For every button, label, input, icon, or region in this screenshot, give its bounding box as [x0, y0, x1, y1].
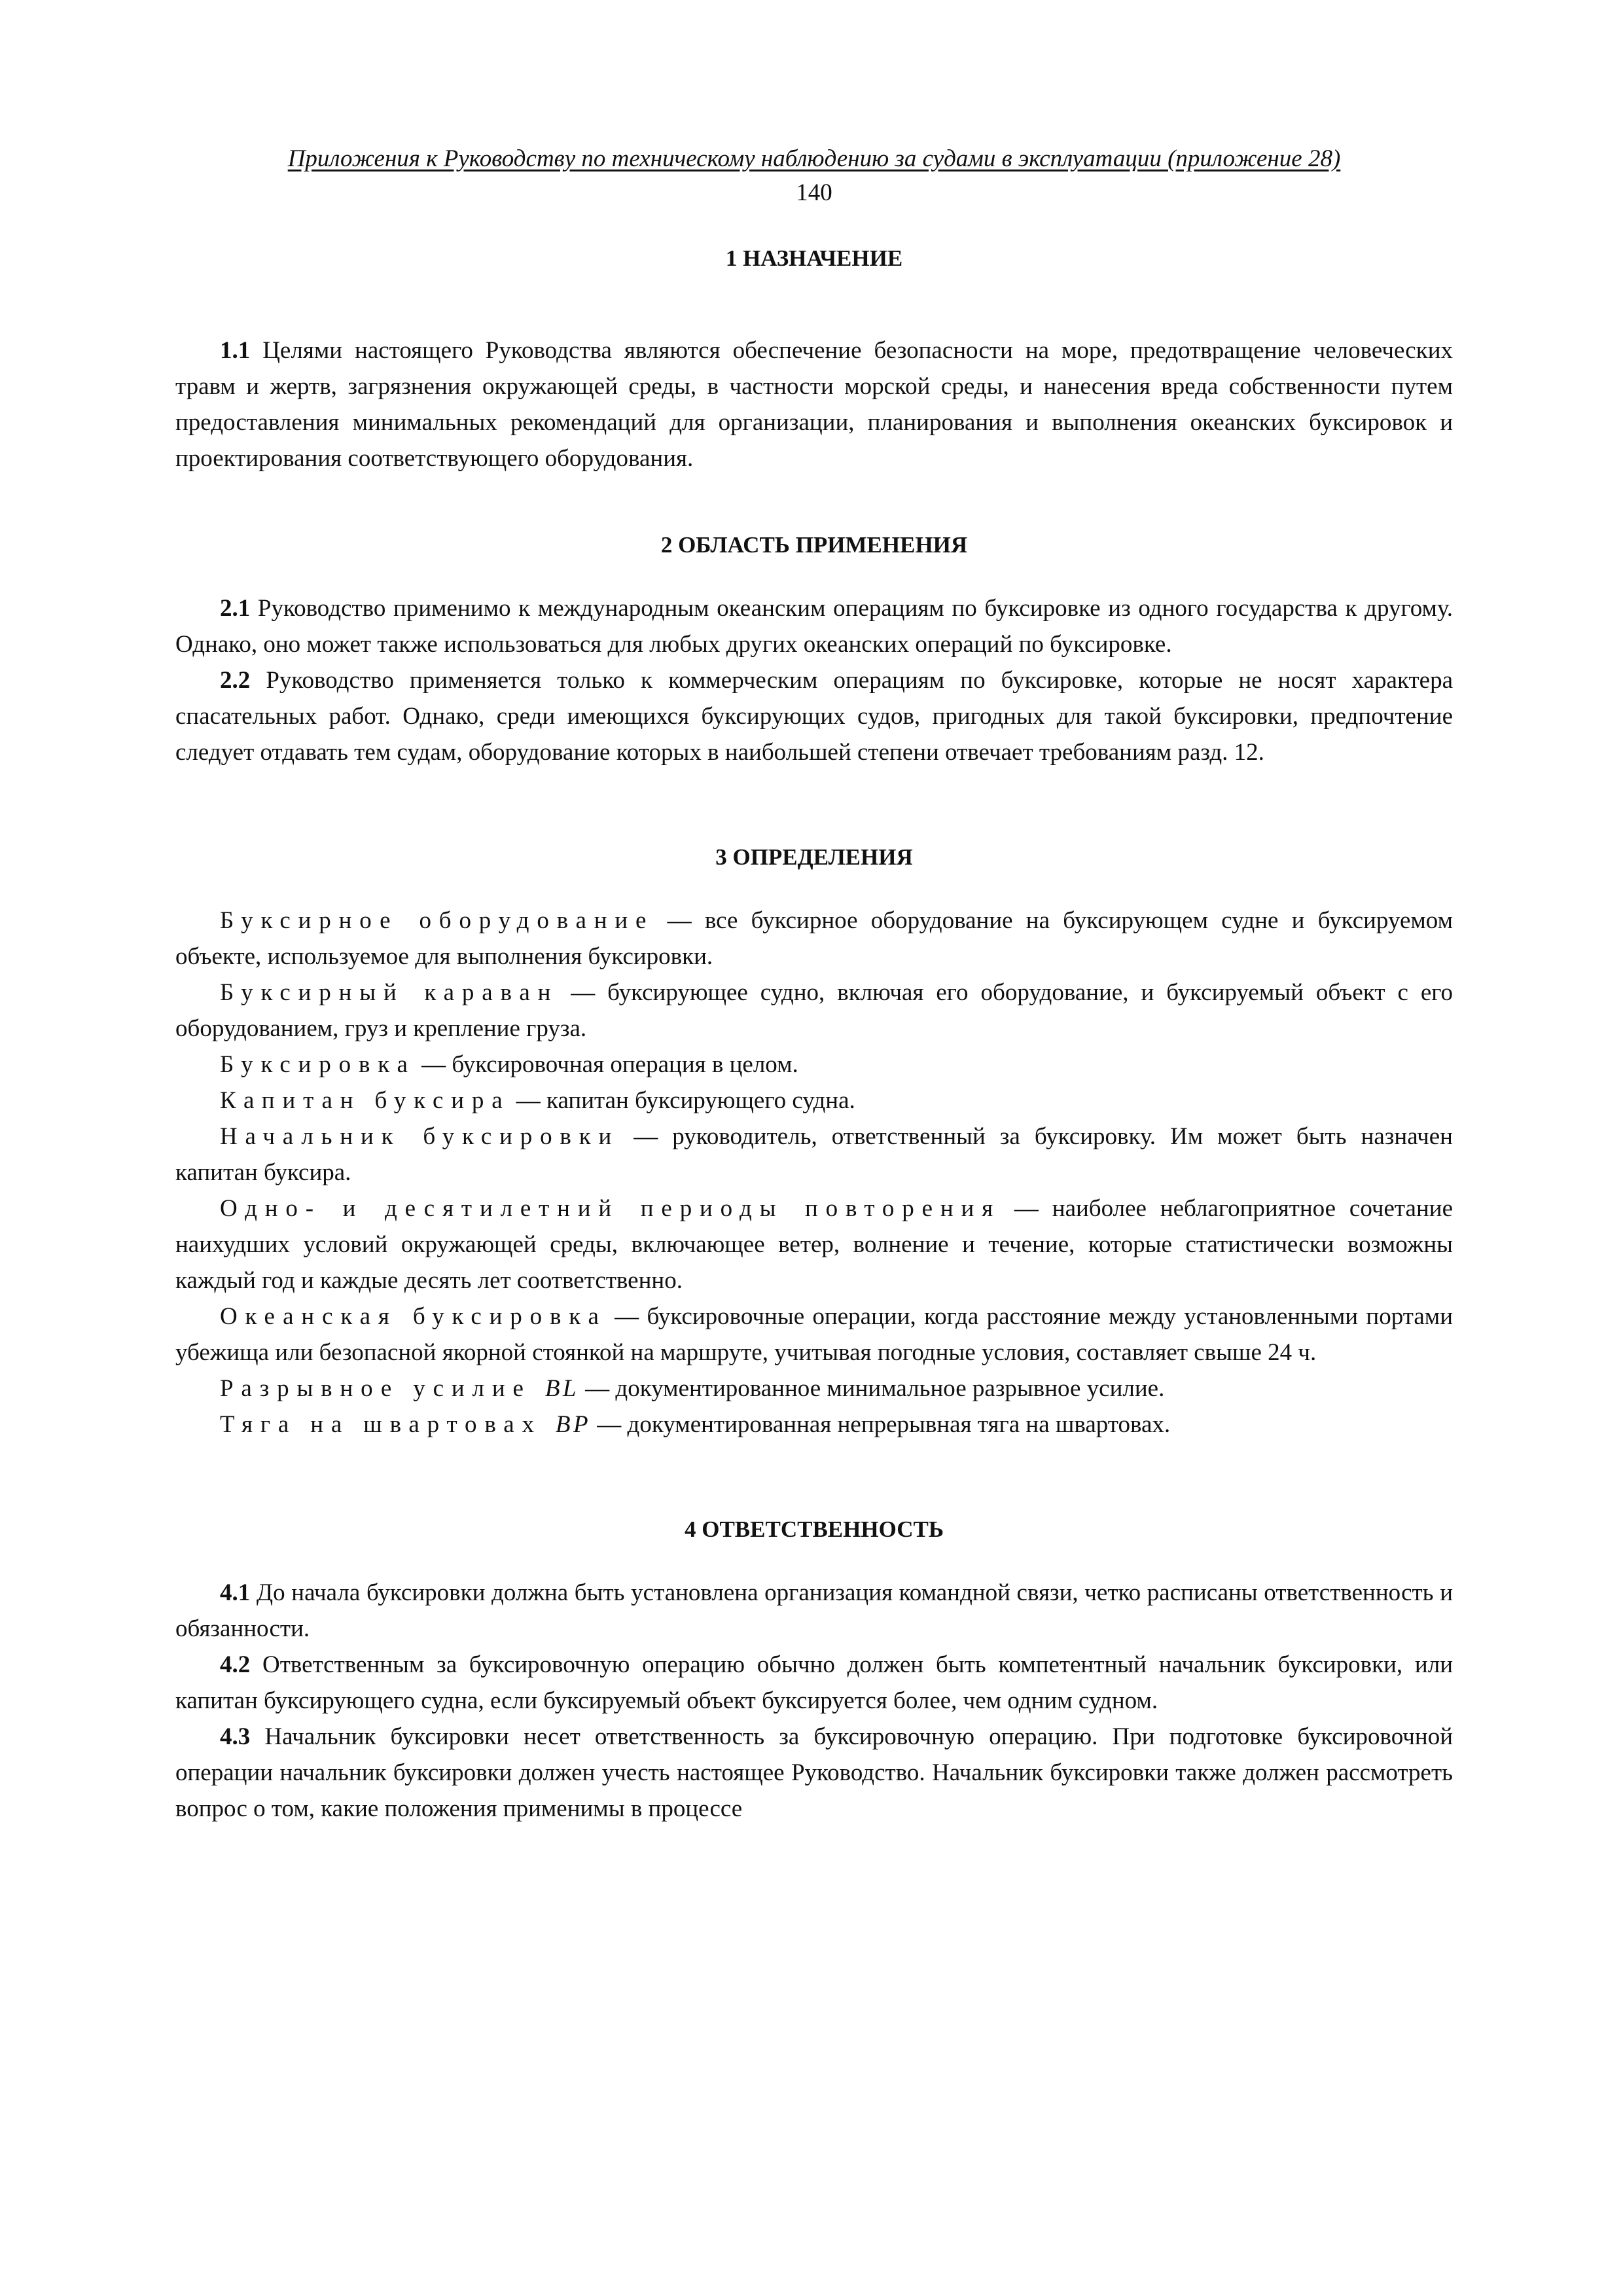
definition-text: — наиболее неблагоприятное сочетание наихудших условий окружающей среды, включающее ветер, волнение и течение, которые статистически возможны каждый год и каждые десять лет соответственно. [175, 1195, 1453, 1294]
clause-text: Руководство применяется только к коммерческим операциям по буксировке, которые не носят характера спасательных работ. Однако, среди имеющихся буксирующих судов, пригодных для такой буксировки, предпочтение следует отдавать тем судам, оборудование которых в наибольшей степени отвечает требованиям разд. 12. [175, 667, 1453, 766]
definition-text: — документированная непрерывная тяга на швартовах. [591, 1411, 1171, 1438]
definition-term: Буксирное оборудование [220, 907, 654, 934]
definition-term: Капитан буксира [220, 1087, 510, 1114]
definition-term: Океанская буксировка [220, 1303, 607, 1330]
clause-number: 1.1 [220, 337, 251, 364]
section-body-definitions [175, 903, 1453, 1443]
definition-item [175, 1047, 1453, 1083]
definition-text: — буксирующее судно, включая его оборудование, и буксируемый объект с его оборудованием, груз и крепление груза. [175, 979, 1453, 1042]
section-body-purpose [175, 332, 1453, 476]
clause-number: 4.2 [220, 1651, 251, 1678]
page-number: 140 [796, 179, 832, 206]
definition-term: Разрывное усилие [220, 1375, 545, 1402]
clause-number: 4.3 [220, 1723, 251, 1750]
definition-symbol: BP [555, 1411, 591, 1438]
clause-text: До начала буксировки должна быть установлена организация командной связи, четко расписаны ответственность и обязанности. [175, 1579, 1453, 1642]
definition-text: — руководитель, ответственный за буксировку. Им может быть назначен капитан буксира. [175, 1123, 1453, 1186]
definition-term: Тяга на швартовах [220, 1411, 556, 1438]
running-header: Приложения к Руководству по техническому наблюдению за судами в эксплуатации (приложение 28) [287, 145, 1341, 172]
paragraph-4-1 [175, 1575, 1453, 1647]
definition-text: — документированное минимальное разрывное усилие. [579, 1375, 1165, 1402]
clause-text: Ответственным за буксировочную операцию обычно должен быть компетентный начальник буксировки, или капитан буксирующего судна, если буксируемый объект буксируется более, чем одним судном. [175, 1651, 1453, 1714]
definition-item [175, 975, 1453, 1047]
section-body-scope [175, 590, 1453, 770]
paragraph-4-2 [175, 1647, 1453, 1719]
definition-item [175, 1371, 1453, 1407]
definition-item [175, 1119, 1453, 1191]
section-title-scope: 2 ОБЛАСТЬ ПРИМЕНЕНИЯ [660, 532, 968, 558]
definition-item [175, 1083, 1453, 1119]
clause-text: Начальник буксировки несет ответственность за буксировочную операцию. При подготовке буксировочной операции начальник буксировки должен учесть настоящее Руководство. Начальник буксировки также должен рассмотреть вопрос о том, какие положения применимы в процессе [175, 1723, 1453, 1822]
clause-text: Целями настоящего Руководства являются обеспечение безопасности на море, предотвращение человеческих травм и жертв, загрязнения окружающей среды, в частности морской среды, и нанесения вреда собственности путем предоставления минимальных рекомендаций для организации, планирования и выполнения океанских буксировок и проектирования соответствующего оборудования. [175, 337, 1453, 472]
paragraph-4-3 [175, 1719, 1453, 1827]
definition-item [175, 1191, 1453, 1299]
definition-term: Одно- и десятилетний периоды повторения [220, 1195, 1001, 1222]
definition-text: — все буксирное оборудование на буксирующем судне и буксируемом объекте, используемое для выполнения буксировки. [175, 907, 1453, 970]
clause-text: Руководство применимо к международным океанским операциям по буксировке из одного государства к другому. Однако, оно может также использоваться для любых других океанских операций по буксировке. [175, 595, 1453, 658]
definition-term: Буксирный караван [220, 979, 559, 1006]
clause-number: 2.1 [220, 595, 251, 622]
paragraph-2-2 [175, 662, 1453, 770]
definition-term: Начальник буксировки [220, 1123, 620, 1150]
section-title-responsibility: 4 ОТВЕТСТВЕННОСТЬ [684, 1516, 944, 1542]
section-body-responsibility [175, 1575, 1453, 1827]
paragraph-1-1 [175, 332, 1453, 476]
definition-term: Буксировка [220, 1051, 416, 1078]
section-title-purpose: 1 НАЗНАЧЕНИЕ [725, 245, 903, 271]
paragraph-2-1 [175, 590, 1453, 662]
definition-item [175, 903, 1453, 975]
clause-number: 2.2 [220, 667, 251, 694]
section-title-definitions: 3 ОПРЕДЕЛЕНИЯ [715, 844, 913, 870]
definition-item [175, 1407, 1453, 1443]
definition-text: — буксировочная операция в целом. [415, 1051, 798, 1078]
definition-text: — капитан буксирующего судна. [510, 1087, 855, 1114]
definition-symbol: BL [544, 1375, 579, 1402]
definition-text: — буксировочные операции, когда расстояние между установленными портами убежища или безопасной якорной стоянкой на маршруте, учитывая погодные условия, составляет свыше 24 ч. [175, 1303, 1453, 1366]
definition-item [175, 1299, 1453, 1371]
clause-number: 4.1 [220, 1579, 251, 1606]
